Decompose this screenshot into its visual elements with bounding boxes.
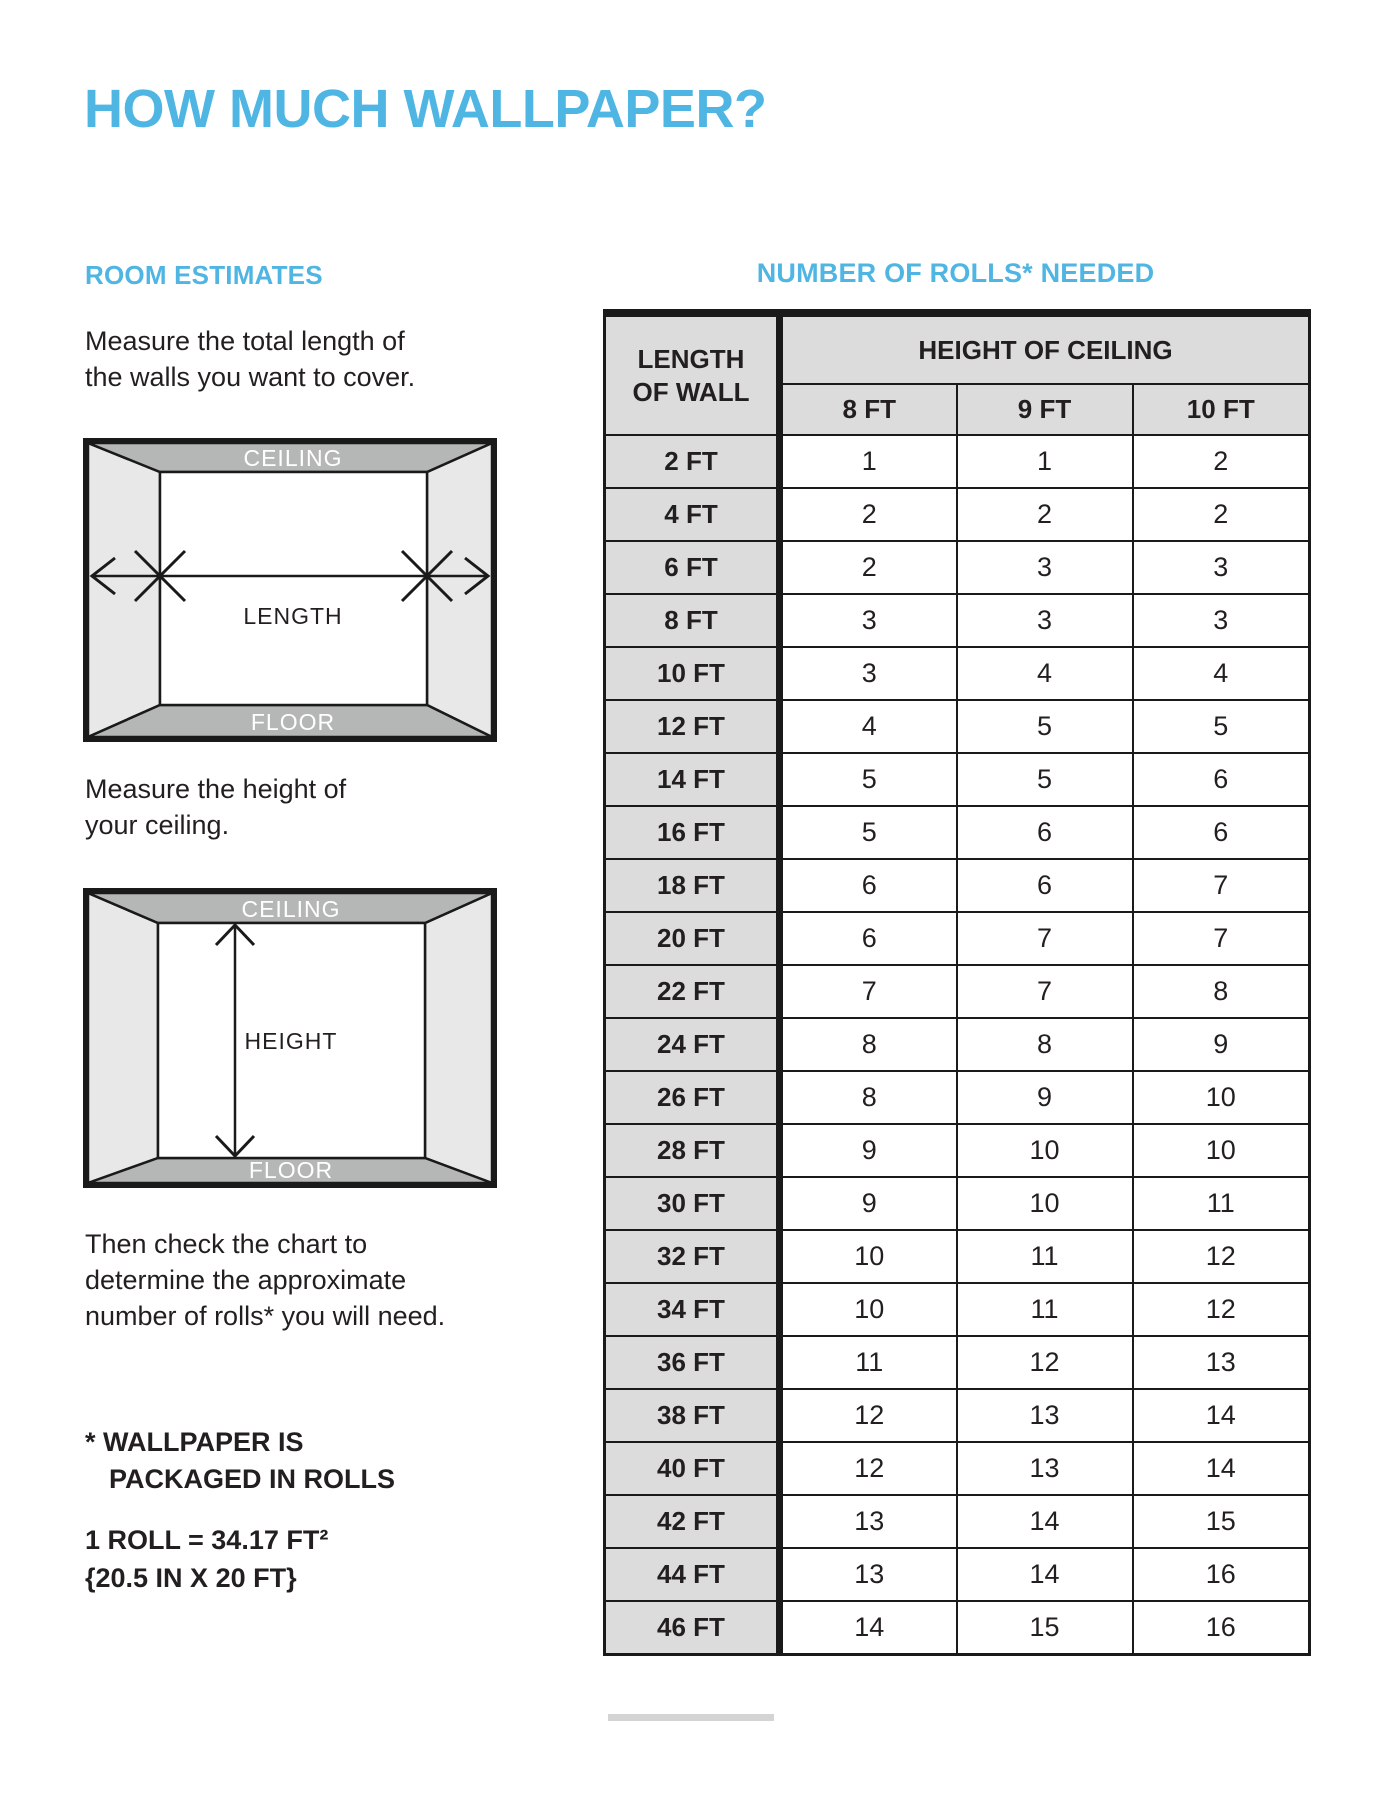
cell-rolls-10ft: 3 (1133, 594, 1310, 647)
table-row (605, 1601, 1310, 1654)
cell-rolls-8ft: 4 (780, 700, 957, 753)
paragraph-line: number of rolls* you will need. (85, 1301, 446, 1331)
cell-rolls-9ft: 5 (957, 753, 1133, 806)
cell-rolls-8ft: 2 (780, 488, 957, 541)
column-header-9ft: 9 FT (957, 384, 1133, 435)
cell-rolls-10ft: 13 (1133, 1336, 1310, 1389)
cell-rolls-10ft: 6 (1133, 753, 1310, 806)
table-bottom-shadow (608, 1714, 774, 1721)
row-header-wall-length: 28 FT (605, 1124, 780, 1177)
cell-rolls-8ft: 10 (780, 1283, 957, 1336)
cell-rolls-8ft: 2 (780, 541, 957, 594)
table-heading-rolls-needed: NUMBER OF ROLLS* NEEDED (756, 258, 1155, 288)
paragraph-line: Measure the total length of (85, 326, 405, 356)
cell-rolls-8ft: 5 (780, 753, 957, 806)
instruction-paragraph-height (85, 771, 346, 843)
cell-rolls-9ft: 8 (957, 1018, 1133, 1071)
row-header-wall-length: 42 FT (605, 1495, 780, 1548)
cell-rolls-10ft: 5 (1133, 700, 1310, 753)
cell-rolls-9ft: 3 (957, 594, 1133, 647)
room-height-diagram-svg (83, 888, 497, 1188)
row-header-wall-length: 14 FT (605, 753, 780, 806)
rolls-needed-table (603, 309, 1311, 1656)
cell-rolls-8ft: 7 (780, 965, 957, 1018)
wallpaper-rolls-footnote (85, 1424, 395, 1498)
table-row (605, 912, 1310, 965)
cell-rolls-8ft: 6 (780, 859, 957, 912)
table-row (605, 1283, 1310, 1336)
footnote-line: PACKAGED IN ROLLS (109, 1464, 396, 1494)
row-header-wall-length: 30 FT (605, 1177, 780, 1230)
cell-rolls-9ft: 11 (957, 1283, 1133, 1336)
row-header-wall-length: 22 FT (605, 965, 780, 1018)
roll-size-line: 1 ROLL = 34.17 FT² (85, 1525, 329, 1555)
left-wall-shape (88, 893, 158, 1183)
table-row (605, 488, 1310, 541)
cell-rolls-8ft: 8 (780, 1018, 957, 1071)
cell-rolls-8ft: 13 (780, 1495, 957, 1548)
cell-rolls-9ft: 13 (957, 1389, 1133, 1442)
right-wall-shape (427, 443, 492, 737)
table-row (605, 1018, 1310, 1071)
group-header-height-of-ceiling: HEIGHT OF CEILING (780, 313, 1310, 384)
table-row (605, 1177, 1310, 1230)
cell-rolls-10ft: 9 (1133, 1018, 1310, 1071)
row-header-wall-length: 32 FT (605, 1230, 780, 1283)
table-row (605, 859, 1310, 912)
column-header-10ft: 10 FT (1133, 384, 1310, 435)
cell-rolls-9ft: 10 (957, 1177, 1133, 1230)
row-header-wall-length: 46 FT (605, 1601, 780, 1654)
instruction-paragraph-length (85, 323, 415, 395)
table-row (605, 1336, 1310, 1389)
row-header-wall-length: 20 FT (605, 912, 780, 965)
table-row (605, 1071, 1310, 1124)
footnote-line: * WALLPAPER IS (85, 1427, 304, 1457)
column-header-8ft: 8 FT (780, 384, 957, 435)
instruction-paragraph-chart (85, 1226, 445, 1334)
row-header-wall-length: 36 FT (605, 1336, 780, 1389)
table-row (605, 435, 1310, 488)
cell-rolls-9ft: 14 (957, 1548, 1133, 1601)
row-header-wall-length: 40 FT (605, 1442, 780, 1495)
table-row (605, 1230, 1310, 1283)
cell-rolls-10ft: 10 (1133, 1124, 1310, 1177)
cell-rolls-10ft: 2 (1133, 488, 1310, 541)
cell-rolls-9ft: 5 (957, 700, 1133, 753)
length-label: LENGTH (243, 603, 343, 629)
table-row (605, 594, 1310, 647)
cell-rolls-8ft: 6 (780, 912, 957, 965)
row-header-wall-length: 26 FT (605, 1071, 780, 1124)
room-length-diagram-svg (83, 438, 497, 742)
cell-rolls-10ft: 16 (1133, 1548, 1310, 1601)
cell-rolls-10ft: 11 (1133, 1177, 1310, 1230)
cell-rolls-8ft: 5 (780, 806, 957, 859)
cell-rolls-10ft: 15 (1133, 1495, 1310, 1548)
table-row (605, 647, 1310, 700)
cell-rolls-8ft: 1 (780, 435, 957, 488)
row-header-wall-length: 8 FT (605, 594, 780, 647)
rolls-table-body (605, 435, 1310, 1654)
cell-rolls-8ft: 14 (780, 1601, 957, 1654)
page-title: HOW MUCH WALLPAPER? (84, 79, 767, 139)
paragraph-line: your ceiling. (85, 810, 230, 840)
height-label: HEIGHT (244, 1028, 338, 1054)
row-header-wall-length: 38 FT (605, 1389, 780, 1442)
cell-rolls-9ft: 2 (957, 488, 1133, 541)
table-row (605, 1389, 1310, 1442)
cell-rolls-10ft: 2 (1133, 435, 1310, 488)
cell-rolls-10ft: 10 (1133, 1071, 1310, 1124)
row-header-wall-length: 34 FT (605, 1283, 780, 1336)
corner-header-line: OF WALL (632, 376, 750, 407)
cell-rolls-8ft: 11 (780, 1336, 957, 1389)
floor-label: FLOOR (250, 709, 336, 735)
cell-rolls-8ft: 3 (780, 594, 957, 647)
cell-rolls-10ft: 8 (1133, 965, 1310, 1018)
paragraph-line: determine the approximate (85, 1265, 407, 1295)
section-heading-room-estimates: ROOM ESTIMATES (85, 260, 323, 290)
cell-rolls-9ft: 10 (957, 1124, 1133, 1177)
row-header-wall-length: 16 FT (605, 806, 780, 859)
table-row (605, 806, 1310, 859)
cell-rolls-10ft: 7 (1133, 912, 1310, 965)
cell-rolls-9ft: 3 (957, 541, 1133, 594)
row-header-wall-length: 18 FT (605, 859, 780, 912)
table-row (605, 1442, 1310, 1495)
cell-rolls-10ft: 4 (1133, 647, 1310, 700)
cell-rolls-9ft: 6 (957, 859, 1133, 912)
floor-label: FLOOR (248, 1157, 334, 1183)
row-header-wall-length: 4 FT (605, 488, 780, 541)
corner-header-line: LENGTH (637, 343, 745, 374)
table-header-row-group (605, 313, 1310, 384)
cell-rolls-10ft: 14 (1133, 1442, 1310, 1495)
table-row (605, 965, 1310, 1018)
cell-rolls-9ft: 7 (957, 912, 1133, 965)
cell-rolls-8ft: 9 (780, 1124, 957, 1177)
left-wall-shape (88, 443, 160, 737)
cell-rolls-9ft: 15 (957, 1601, 1133, 1654)
cell-rolls-10ft: 12 (1133, 1230, 1310, 1283)
cell-rolls-8ft: 3 (780, 647, 957, 700)
row-header-wall-length: 24 FT (605, 1018, 780, 1071)
cell-rolls-9ft: 11 (957, 1230, 1133, 1283)
paragraph-line: Measure the height of (85, 774, 347, 804)
roll-size-info (85, 1521, 328, 1597)
right-wall-shape (425, 893, 492, 1183)
table-row (605, 753, 1310, 806)
cell-rolls-9ft: 1 (957, 435, 1133, 488)
cell-rolls-10ft: 3 (1133, 541, 1310, 594)
cell-rolls-8ft: 9 (780, 1177, 957, 1230)
cell-rolls-9ft: 9 (957, 1071, 1133, 1124)
paragraph-line: Then check the chart to (85, 1229, 368, 1259)
cell-rolls-9ft: 6 (957, 806, 1133, 859)
table-row (605, 541, 1310, 594)
row-header-wall-length: 10 FT (605, 647, 780, 700)
table-row (605, 700, 1310, 753)
roll-size-line: {20.5 IN X 20 FT} (85, 1563, 297, 1593)
cell-rolls-9ft: 14 (957, 1495, 1133, 1548)
cell-rolls-10ft: 12 (1133, 1283, 1310, 1336)
row-header-wall-length: 6 FT (605, 541, 780, 594)
room-height-diagram (83, 888, 497, 1188)
cell-rolls-9ft: 12 (957, 1336, 1133, 1389)
room-length-diagram (83, 438, 497, 742)
row-header-wall-length: 2 FT (605, 435, 780, 488)
table-row (605, 1548, 1310, 1601)
cell-rolls-8ft: 13 (780, 1548, 957, 1601)
table-row (605, 1495, 1310, 1548)
row-header-wall-length: 12 FT (605, 700, 780, 753)
cell-rolls-10ft: 6 (1133, 806, 1310, 859)
table-head (605, 313, 1310, 435)
table-row (605, 1124, 1310, 1177)
ceiling-label: CEILING (243, 445, 343, 471)
cell-rolls-10ft: 7 (1133, 859, 1310, 912)
cell-rolls-8ft: 10 (780, 1230, 957, 1283)
row-header-wall-length: 44 FT (605, 1548, 780, 1601)
corner-header-length-of-wall (605, 313, 780, 435)
cell-rolls-8ft: 8 (780, 1071, 957, 1124)
cell-rolls-9ft: 13 (957, 1442, 1133, 1495)
cell-rolls-9ft: 7 (957, 965, 1133, 1018)
cell-rolls-9ft: 4 (957, 647, 1133, 700)
cell-rolls-8ft: 12 (780, 1389, 957, 1442)
back-wall-shape (160, 472, 427, 705)
paragraph-line: the walls you want to cover. (85, 362, 416, 392)
cell-rolls-8ft: 12 (780, 1442, 957, 1495)
cell-rolls-10ft: 14 (1133, 1389, 1310, 1442)
ceiling-label: CEILING (241, 896, 341, 922)
cell-rolls-10ft: 16 (1133, 1601, 1310, 1654)
